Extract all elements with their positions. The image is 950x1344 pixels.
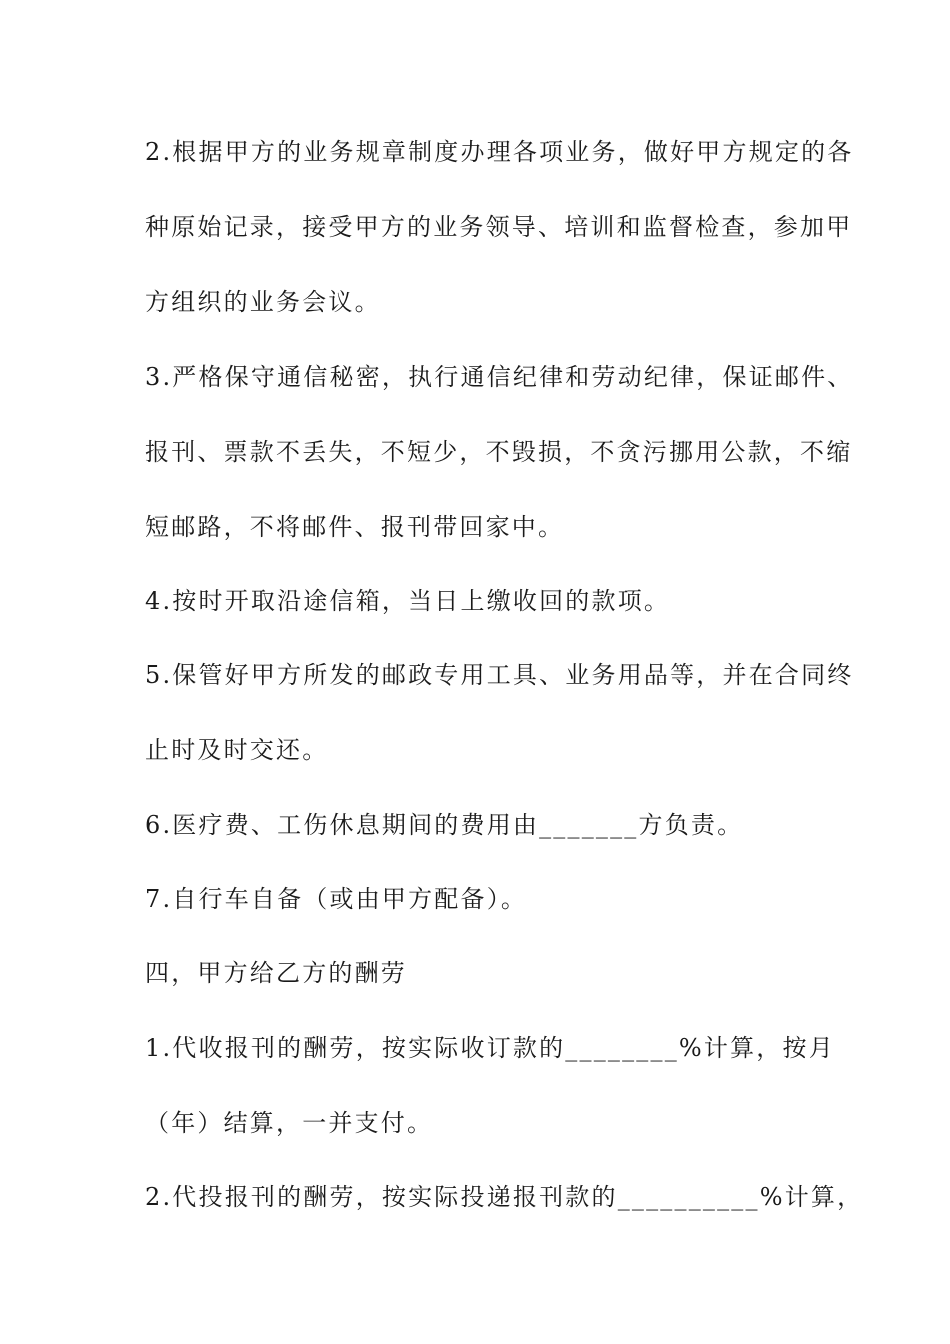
paragraph-line: 6.医疗费、工伤休息期间的费用由_______方负责。 [145,811,744,839]
section-heading: 四，甲方给乙方的酬劳 [145,959,407,987]
paragraph-line: 短邮路，不将邮件、报刊带回家中。 [145,513,565,541]
paragraph-line: 方组织的业务会议。 [145,288,381,316]
paragraph-line: 5.保管好甲方所发的邮政专用工具、业务用品等，并在合同终 [145,661,854,689]
paragraph-line: 1.代收报刊的酬劳，按实际收订款的________%计算，按月 [145,1034,835,1062]
paragraph-line: 报刊、票款不丢失，不短少，不毁损，不贪污挪用公款，不缩 [145,438,853,466]
paragraph-line: （年）结算，一并支付。 [145,1109,434,1137]
paragraph-line: 止时及时交还。 [145,736,329,764]
paragraph-line: 种原始记录，接受甲方的业务领导、培训和监督检查，参加甲 [145,213,853,241]
paragraph-line: 2.代投报刊的酬劳，按实际投递报刊款的__________%计算， [145,1183,864,1211]
paragraph-line: 3.严格保守通信秘密，执行通信纪律和劳动纪律，保证邮件、 [145,363,854,391]
paragraph-line: 7.自行车自备（或由甲方配备）。 [145,885,528,913]
paragraph-line: 4.按时开取沿途信箱，当日上缴收回的款项。 [145,587,671,615]
paragraph-line: 2.根据甲方的业务规章制度办理各项业务，做好甲方规定的各 [145,138,854,166]
